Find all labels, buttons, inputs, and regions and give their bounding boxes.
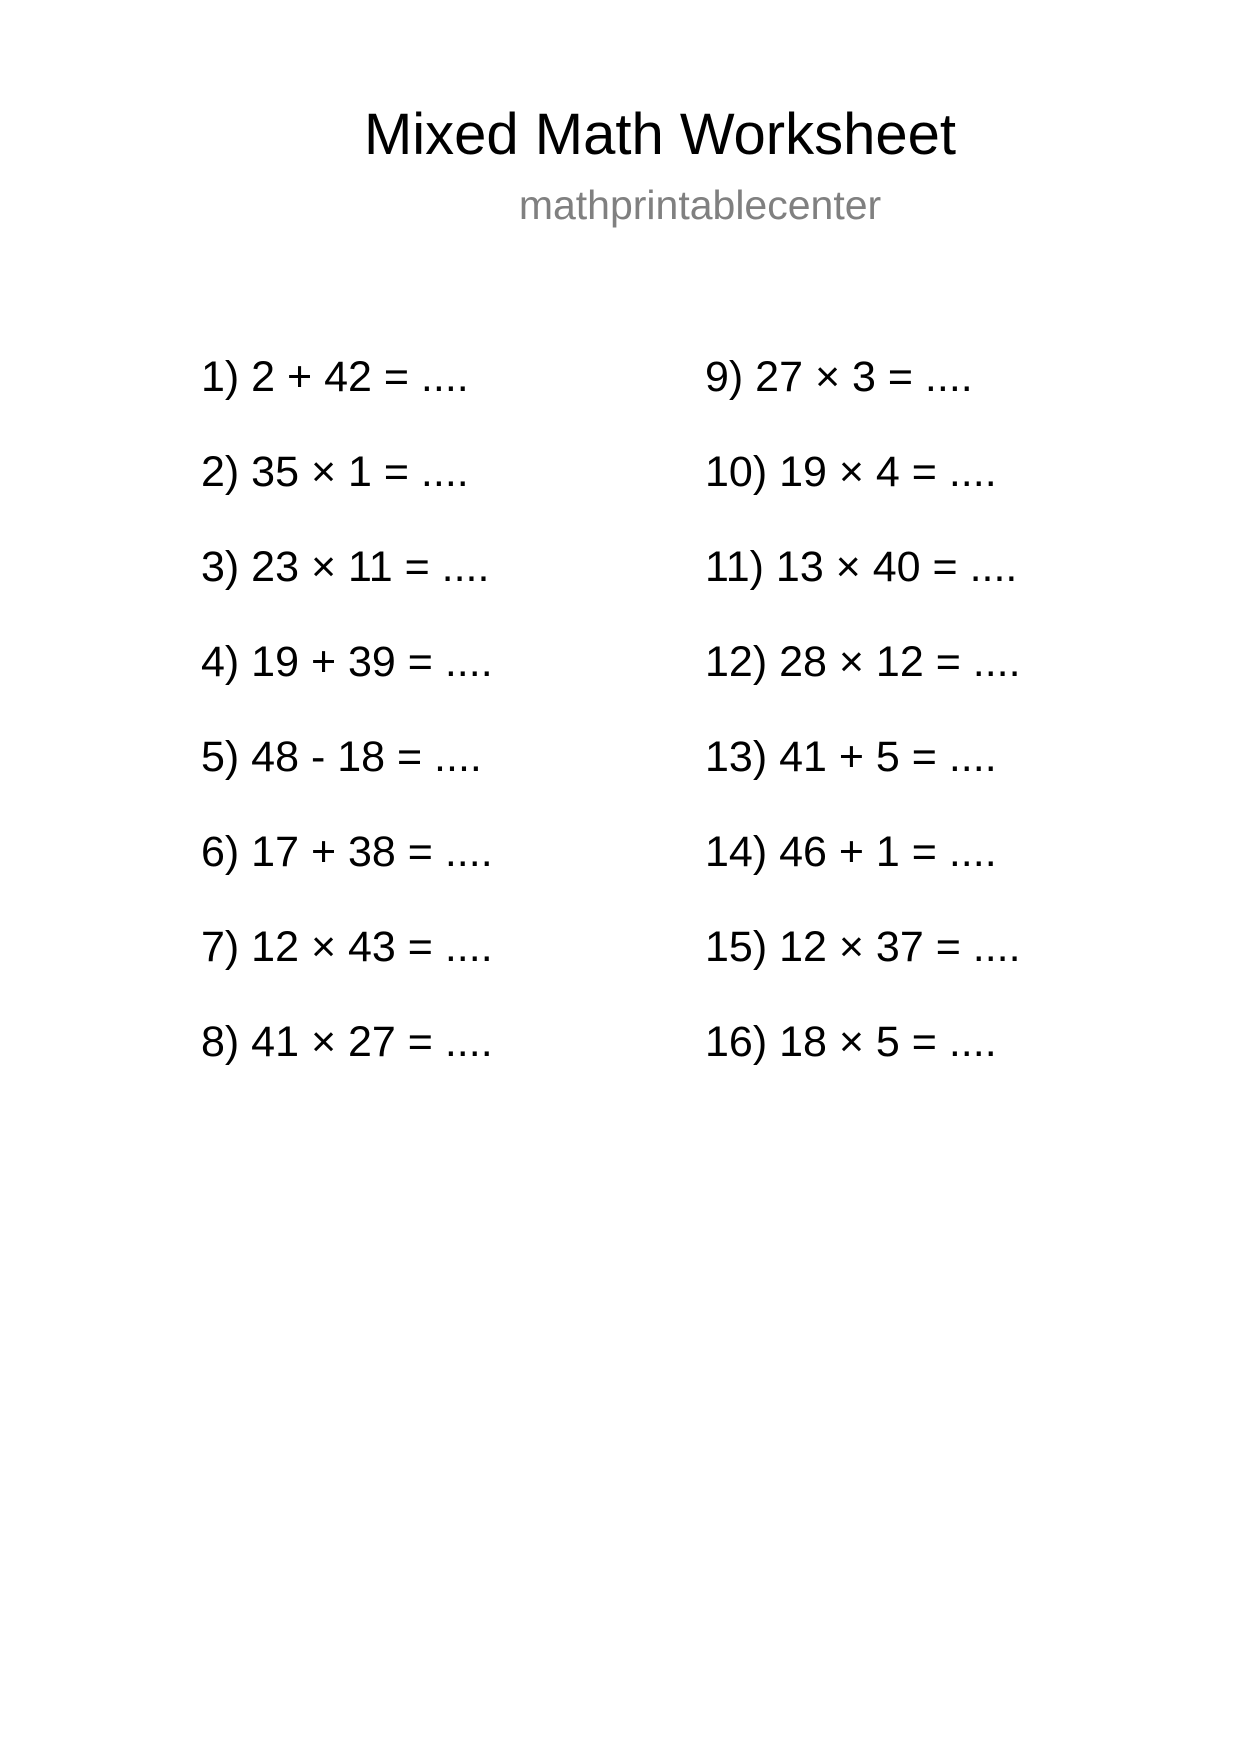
problem-column-right — [705, 342, 1021, 1102]
problem-2: 2) 35 × 1 = .... — [201, 448, 469, 496]
problem-6: 6) 17 + 38 = .... — [201, 828, 493, 876]
problem-1: 1) 2 + 42 = .... — [201, 353, 469, 401]
problem-4: 4) 19 + 39 = .... — [201, 638, 493, 686]
worksheet-title: Mixed Math Worksheet — [363, 102, 957, 167]
problem-8: 8) 41 × 27 = .... — [201, 1018, 493, 1066]
problem-3: 3) 23 × 11 = .... — [201, 543, 490, 591]
problem-14: 14) 46 + 1 = .... — [705, 828, 997, 876]
problem-15: 15) 12 × 37 = .... — [705, 923, 1021, 971]
problem-16: 16) 18 × 5 = .... — [705, 1018, 997, 1066]
problem-grid — [0, 342, 1240, 1122]
problem-10: 10) 19 × 4 = .... — [705, 448, 997, 496]
problem-7: 7) 12 × 43 = .... — [201, 923, 493, 971]
problem-5: 5) 48 - 18 = .... — [201, 733, 482, 781]
problem-9: 9) 27 × 3 = .... — [705, 353, 973, 401]
problem-13: 13) 41 + 5 = .... — [705, 733, 997, 781]
problem-12: 12) 28 × 12 = .... — [705, 638, 1021, 686]
worksheet-subtitle: mathprintablecenter — [518, 182, 882, 228]
problem-11: 11) 13 × 40 = .... — [705, 543, 1018, 591]
problem-column-left — [201, 342, 493, 1102]
